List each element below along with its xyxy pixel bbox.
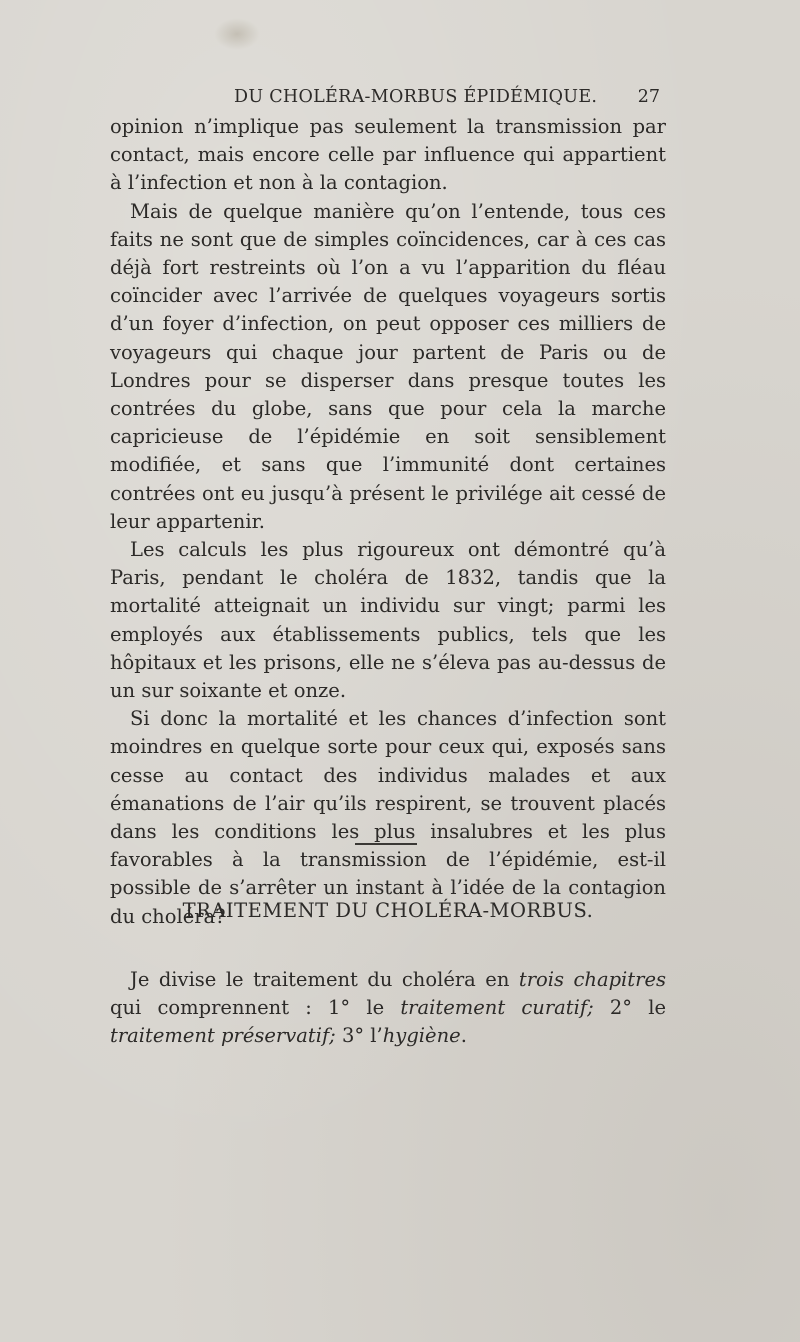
treatment-text-5: . [460,1024,467,1048]
treatment-emphasis-preventive: traitement préservatif; [110,1024,336,1048]
page-number: 27 [637,87,660,107]
body-text [110,113,666,931]
section-title: TRAITEMENT DU CHOLÉRA-MORBUS. [182,899,594,922]
paragraph-coincidences: Mais de quelque manière qu’on l’entende, tous ces faits ne sont que de simples coïncidences, car à ces cas déjà fort restreints où l’on a vu l’apparition du fléau coïncider avec l’arrivée de quelques voyageurs sortis d’un foyer d’infection, on peut opposer ces milliers de voyageurs qui chaque jour partent de Paris ou de Londres pour se disperser dans presque toutes les contrées du globe, sans que pour cela la marche capricieuse de l’épidémie en soit sensiblement modifiée, et sans que l’immunité dont certaines contrées ont eu jusqu’à présent le privilége ait cessé de leur appartenir. [110,199,666,533]
paragraph-calculations: Les calculs les plus rigoureux ont démontré qu’à Paris, pendant le choléra de 1832, tandis que la mortalité atteignait un individu sur vingt; parmi les employés aux établissements publics, tels que les hôpitaux et les prisons, elle ne s’éleva pas au-dessus de un sur soixante et onze. [110,538,666,703]
treatment-emphasis-chapters: trois chapitres [518,968,667,991]
treatment-text-4: 3° l’ [335,1024,383,1048]
treatment-emphasis-hygiene: hygiène [382,1024,461,1048]
treatment-text-3: 2° le [593,996,666,1020]
treatment-emphasis-curative: traitement curatif; [400,996,594,1020]
treatment-text-2: qui comprennent : 1° le [110,996,401,1020]
running-title: DU CHOLÉRA-MORBUS ÉPIDÉMIQUE. [234,87,598,107]
paragraph-continuation: opinion n’implique pas seulement la transmission par contact, mais encore celle par influence qui appartient à l’infection et non à la contagion. [110,115,666,195]
paragraph-contagion-question: Si donc la mortalité et les chances d’infection sont moindres en quelque sorte pour ceux qui, exposés sans cesse au contact des individus malades et aux émanations de l’air qu’ils respirent, se trouvent placés dans les conditions les plus insalubres et les plus favorables à la transmission de l’épidémie, est-il possible de s’arrêter un instant à l’idée de la contagion du choléra? [110,707,666,928]
treatment-text-1: Je divise le traitement du choléra en [130,968,519,991]
running-head [110,87,660,111]
treatment-intro [110,966,666,1051]
section-divider [355,843,417,845]
paper-stain [214,18,260,50]
treatment-paragraph [110,966,666,1051]
